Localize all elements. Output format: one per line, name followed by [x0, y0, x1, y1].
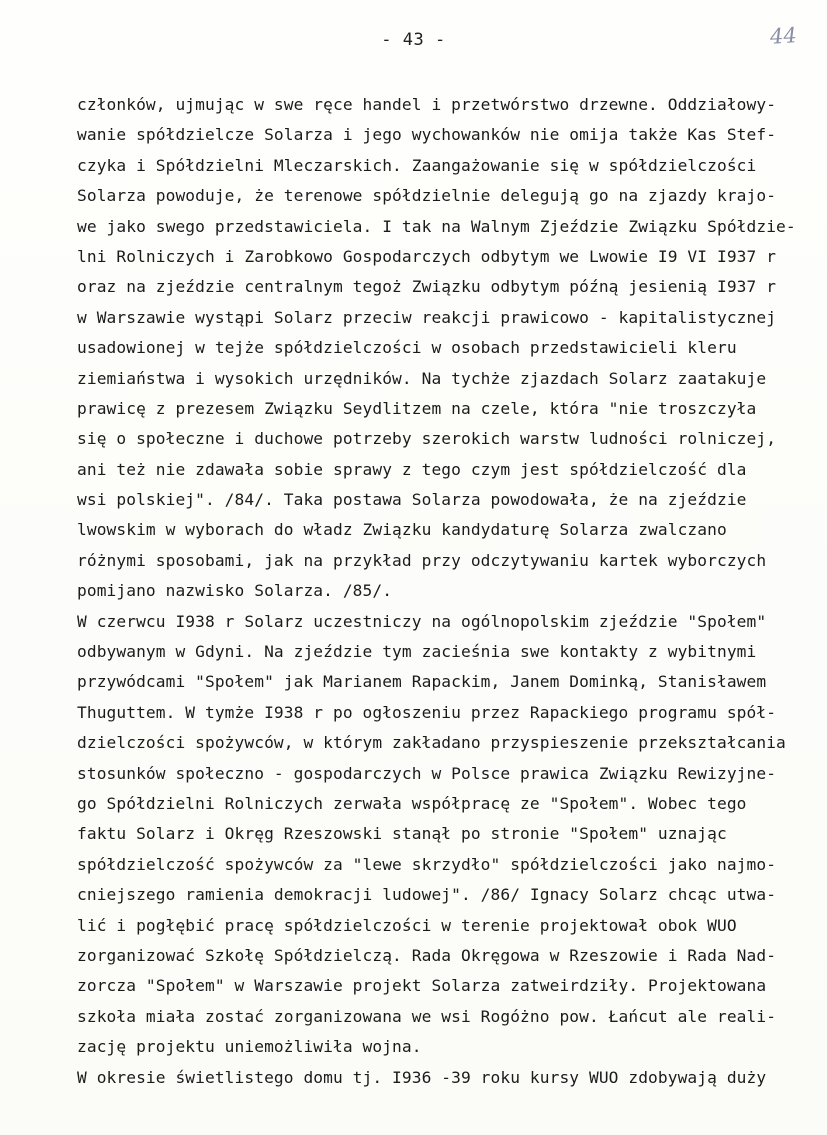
text-line: stosunków społeczno - gospodarczych w Polsce prawica Związku Rewizyjne- [77, 763, 777, 783]
text-line: oraz na zjeździe centralnym tegoż Związku odbytym późną jesienią I937 r [77, 277, 777, 297]
text-line: szkoła miała zostać zorganizowana we wsi Rogóżno pow. Łańcut ale reali- [77, 1006, 777, 1026]
text-line: zorcza "Społem" w Warszawie projekt Solarza zatweirdziły. Projektowana [77, 976, 767, 996]
text-line: ani też nie zdawała sobie sprawy z tego czym jest spółdzielczość dla [77, 459, 747, 479]
text-line: ziemiaństwa i wysokich urzędników. Na tychże zjazdach Solarz zaatakuje [77, 368, 767, 388]
text-line: Thuguttem. W tymże I938 r po ogłoszeniu przez Rapackiego programu spół- [77, 702, 777, 722]
typewritten-body [77, 90, 807, 1093]
text-line: faktu Solarz i Okręg Rzeszowski stanął po stronie "Społem" uznając [77, 824, 727, 844]
text-line: W okresie świetlistego domu tj. I936 -39 roku kursy WUO zdobywają duży [77, 1067, 767, 1087]
page-number: - 43 - [381, 30, 446, 50]
text-line: wsi polskiej". /84/. Taka postawa Solarza powodowała, że na zjeździe [77, 490, 747, 510]
text-line: go Spółdzielni Rolniczych zerwała współpracę ze "Społem". Wobec tego [77, 793, 747, 813]
text-line: lić i pogłębić pracę spółdzielczości w terenie projektował obok WUO [77, 915, 737, 935]
text-line: wanie spółdzielcze Solarza i jego wychowanków nie omija także Kas Stef- [77, 125, 777, 145]
text-line: Solarza powoduje, że terenowe spółdzielnie delegują go na zjazdy krajo- [77, 186, 777, 206]
text-line: odbywanym w Gdyni. Na zjeździe tym zacieśnia swe kontakty z wybitnymi [77, 642, 757, 662]
text-line: pomijano nazwisko Solarza. /85/. [77, 581, 393, 601]
text-line: członków, ujmując w swe ręce handel i przetwórstwo drzewne. Oddziałowy- [77, 95, 777, 114]
text-line: się o społeczne i duchowe potrzeby szerokich warstw ludności rolniczej, [77, 429, 777, 449]
text-line: zorganizować Szkołę Spółdzielczą. Rada Okręgowa w Rzeszowie i Rada Nad- [77, 945, 777, 965]
text-line: różnymi sposobami, jak na przykład przy odczytywaniu kartek wyborczych [77, 550, 767, 570]
text-line: spółdzielczość spożywców za "lewe skrzydło" spółdzielczości jako najmo- [77, 854, 777, 874]
text-line: we jako swego przedstawiciela. I tak na Walnym Zjeździe Związku Spółdzie- [77, 216, 796, 236]
handwritten-archive-number: 44 [769, 23, 798, 49]
text-line: w Warszawie wystąpi Solarz przeciw reakcji prawicowo - kapitalistycznej [77, 307, 777, 327]
text-line: W czerwcu I938 r Solarz uczestniczy na ogólnopolskim zjeździe "Społem" [77, 611, 767, 631]
text-line: przywódcami "Społem" jak Marianem Rapackim, Janem Dominką, Stanisławem [77, 672, 767, 692]
text-line: lwowskim w wyborach do władz Związku kandydaturę Solarza zwalczano [77, 520, 727, 540]
text-line: usadowionej w tejże spółdzielczości w osobach przedstawicieli kleru [77, 338, 737, 358]
text-line: czyka i Spółdzielni Mleczarskich. Zaangażowanie się w spółdzielczości [77, 155, 757, 175]
text-line: dzielczości spożywców, w którym zakładano przyspieszenie przekształcania [77, 733, 786, 753]
text-line: zację projektu uniemożliwiła wojna. [77, 1037, 422, 1057]
text-line: prawicę z prezesem Związku Seydlitzem na czele, która "nie troszczyła [77, 398, 757, 418]
text-line: lni Rolniczych i Zarobkowo Gospodarczych odbytym we Lwowie I9 VI I937 r [77, 246, 777, 266]
text-line: cniejszego ramienia demokracji ludowej". /86/ Ignacy Solarz chcąc utwa- [77, 885, 777, 905]
